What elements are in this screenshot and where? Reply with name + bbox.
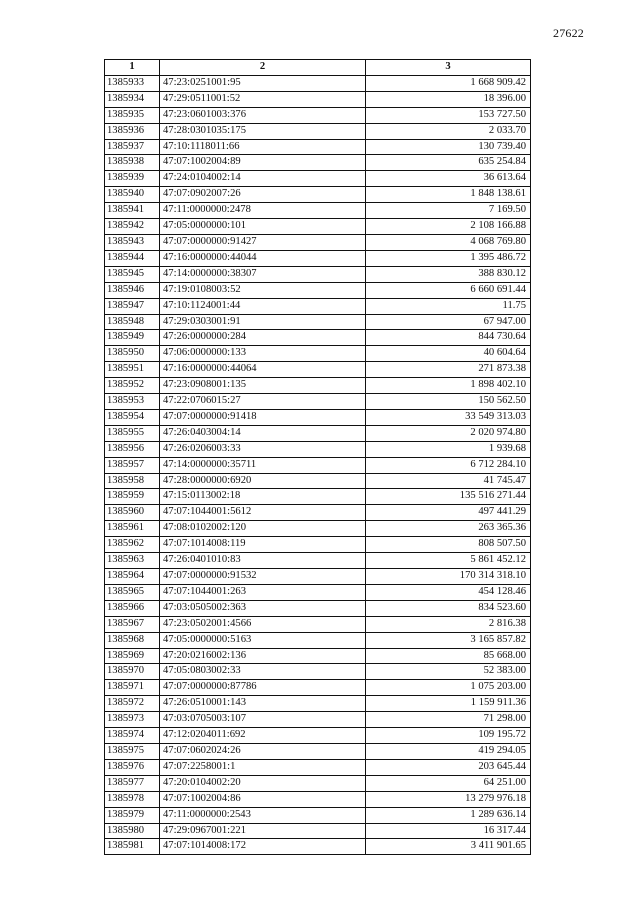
value-cell: 85 668.00 xyxy=(366,648,531,664)
table-row xyxy=(105,187,531,203)
cadastral-number-cell: 47:03:0505002:363 xyxy=(160,600,366,616)
row-number-cell: 1385937 xyxy=(105,139,160,155)
table-row xyxy=(105,107,531,123)
row-number-cell: 1385971 xyxy=(105,680,160,696)
table-row xyxy=(105,441,531,457)
table-row xyxy=(105,521,531,537)
value-cell: 419 294.05 xyxy=(366,743,531,759)
row-number-cell: 1385953 xyxy=(105,394,160,410)
table-row xyxy=(105,616,531,632)
value-cell: 263 365.36 xyxy=(366,521,531,537)
cadastral-number-cell: 47:07:0902007:26 xyxy=(160,187,366,203)
value-cell: 16 317.44 xyxy=(366,823,531,839)
cadastral-number-cell: 47:19:0108003:52 xyxy=(160,282,366,298)
table-row xyxy=(105,139,531,155)
row-number-cell: 1385945 xyxy=(105,266,160,282)
row-number-cell: 1385980 xyxy=(105,823,160,839)
value-cell: 5 861 452.12 xyxy=(366,553,531,569)
cadastral-number-cell: 47:07:0602024:26 xyxy=(160,743,366,759)
value-cell: 4 068 769.80 xyxy=(366,234,531,250)
value-cell: 1 848 138.61 xyxy=(366,187,531,203)
value-cell: 130 739.40 xyxy=(366,139,531,155)
row-number-cell: 1385956 xyxy=(105,441,160,457)
table-row xyxy=(105,759,531,775)
cadastral-number-cell: 47:07:1002004:86 xyxy=(160,791,366,807)
cadastral-number-cell: 47:07:1044001:5612 xyxy=(160,505,366,521)
table-row xyxy=(105,505,531,521)
row-number-cell: 1385970 xyxy=(105,664,160,680)
value-cell: 33 549 313.03 xyxy=(366,409,531,425)
table-row xyxy=(105,234,531,250)
cadastral-number-cell: 47:26:0206003:33 xyxy=(160,441,366,457)
value-cell: 3 165 857.82 xyxy=(366,632,531,648)
value-cell: 834 523.60 xyxy=(366,600,531,616)
row-number-cell: 1385946 xyxy=(105,282,160,298)
row-number-cell: 1385944 xyxy=(105,250,160,266)
cadastral-number-cell: 47:28:0000000:6920 xyxy=(160,473,366,489)
value-cell: 1 668 909.42 xyxy=(366,75,531,91)
row-number-cell: 1385962 xyxy=(105,537,160,553)
row-number-cell: 1385958 xyxy=(105,473,160,489)
cadastral-number-cell: 47:05:0000000:101 xyxy=(160,219,366,235)
cadastral-number-cell: 47:26:0403004:14 xyxy=(160,425,366,441)
page-number: 27622 xyxy=(553,26,584,40)
row-number-cell: 1385961 xyxy=(105,521,160,537)
value-cell: 18 396.00 xyxy=(366,91,531,107)
value-cell: 2 033.70 xyxy=(366,123,531,139)
table-body xyxy=(105,75,531,854)
row-number-cell: 1385967 xyxy=(105,616,160,632)
row-number-cell: 1385940 xyxy=(105,187,160,203)
cadastral-number-cell: 47:14:0000000:38307 xyxy=(160,266,366,282)
column-header-2: 2 xyxy=(160,60,366,76)
table-row xyxy=(105,807,531,823)
value-cell: 808 507.50 xyxy=(366,537,531,553)
value-cell: 6 660 691.44 xyxy=(366,282,531,298)
table-row xyxy=(105,425,531,441)
table-row xyxy=(105,680,531,696)
cadastral-number-cell: 47:07:0000000:87786 xyxy=(160,680,366,696)
cadastral-number-cell: 47:16:0000000:44064 xyxy=(160,362,366,378)
table-row xyxy=(105,648,531,664)
table-row xyxy=(105,712,531,728)
table-row xyxy=(105,203,531,219)
cadastral-number-cell: 47:07:1002004:89 xyxy=(160,155,366,171)
table-header-row xyxy=(105,60,531,76)
cadastral-number-cell: 47:23:0908001:135 xyxy=(160,378,366,394)
value-cell: 844 730.64 xyxy=(366,330,531,346)
row-number-cell: 1385972 xyxy=(105,696,160,712)
row-number-cell: 1385957 xyxy=(105,457,160,473)
row-number-cell: 1385949 xyxy=(105,330,160,346)
value-cell: 71 298.00 xyxy=(366,712,531,728)
row-number-cell: 1385976 xyxy=(105,759,160,775)
cadastral-number-cell: 47:12:0204011:692 xyxy=(160,728,366,744)
value-cell: 1 159 911.36 xyxy=(366,696,531,712)
table-row xyxy=(105,664,531,680)
row-number-cell: 1385954 xyxy=(105,409,160,425)
table-row xyxy=(105,823,531,839)
value-cell: 13 279 976.18 xyxy=(366,791,531,807)
cadastral-number-cell: 47:10:1118011:66 xyxy=(160,139,366,155)
table-row xyxy=(105,569,531,585)
table-row xyxy=(105,489,531,505)
cadastral-number-cell: 47:28:0301035:175 xyxy=(160,123,366,139)
cadastral-number-cell: 47:10:1124001:44 xyxy=(160,298,366,314)
table-row xyxy=(105,266,531,282)
cadastral-number-cell: 47:23:0601003:376 xyxy=(160,107,366,123)
table-row xyxy=(105,75,531,91)
value-cell: 454 128.46 xyxy=(366,584,531,600)
table-row xyxy=(105,91,531,107)
row-number-cell: 1385975 xyxy=(105,743,160,759)
value-cell: 1 898 402.10 xyxy=(366,378,531,394)
cadastral-number-cell: 47:07:0000000:91427 xyxy=(160,234,366,250)
value-cell: 271 873.38 xyxy=(366,362,531,378)
value-cell: 388 830.12 xyxy=(366,266,531,282)
cadastral-number-cell: 47:26:0000000:284 xyxy=(160,330,366,346)
value-cell: 1 939.68 xyxy=(366,441,531,457)
table-row xyxy=(105,346,531,362)
table-row xyxy=(105,171,531,187)
table-row xyxy=(105,457,531,473)
row-number-cell: 1385950 xyxy=(105,346,160,362)
table-row xyxy=(105,314,531,330)
cadastral-number-cell: 47:06:0000000:133 xyxy=(160,346,366,362)
column-header-3: 3 xyxy=(366,60,531,76)
cadastral-number-cell: 47:11:0000000:2478 xyxy=(160,203,366,219)
row-number-cell: 1385941 xyxy=(105,203,160,219)
row-number-cell: 1385974 xyxy=(105,728,160,744)
table-row xyxy=(105,839,531,855)
row-number-cell: 1385951 xyxy=(105,362,160,378)
cadastral-number-cell: 47:29:0511001:52 xyxy=(160,91,366,107)
cadastral-number-cell: 47:08:0102002:120 xyxy=(160,521,366,537)
table-row xyxy=(105,155,531,171)
row-number-cell: 1385948 xyxy=(105,314,160,330)
table-row xyxy=(105,330,531,346)
table-row xyxy=(105,600,531,616)
table-row xyxy=(105,775,531,791)
row-number-cell: 1385969 xyxy=(105,648,160,664)
cadastral-number-cell: 47:23:0502001:4566 xyxy=(160,616,366,632)
row-number-cell: 1385942 xyxy=(105,219,160,235)
value-cell: 7 169.50 xyxy=(366,203,531,219)
value-cell: 6 712 284.10 xyxy=(366,457,531,473)
cadastral-number-cell: 47:07:0000000:91532 xyxy=(160,569,366,585)
table-row xyxy=(105,696,531,712)
column-header-1: 1 xyxy=(105,60,160,76)
table-row xyxy=(105,282,531,298)
table-row xyxy=(105,632,531,648)
row-number-cell: 1385968 xyxy=(105,632,160,648)
cadastral-number-cell: 47:11:0000000:2543 xyxy=(160,807,366,823)
table-row xyxy=(105,553,531,569)
row-number-cell: 1385973 xyxy=(105,712,160,728)
cadastral-number-cell: 47:29:0967001:221 xyxy=(160,823,366,839)
cadastral-number-cell: 47:24:0104002:14 xyxy=(160,171,366,187)
row-number-cell: 1385965 xyxy=(105,584,160,600)
row-number-cell: 1385952 xyxy=(105,378,160,394)
value-cell: 170 314 318.10 xyxy=(366,569,531,585)
cadastral-number-cell: 47:16:0000000:44044 xyxy=(160,250,366,266)
cadastral-number-cell: 47:05:0000000:5163 xyxy=(160,632,366,648)
value-cell: 3 411 901.65 xyxy=(366,839,531,855)
value-cell: 36 613.64 xyxy=(366,171,531,187)
row-number-cell: 1385955 xyxy=(105,425,160,441)
row-number-cell: 1385934 xyxy=(105,91,160,107)
row-number-cell: 1385966 xyxy=(105,600,160,616)
value-cell: 2 108 166.88 xyxy=(366,219,531,235)
table-row xyxy=(105,250,531,266)
value-cell: 52 383.00 xyxy=(366,664,531,680)
value-cell: 40 604.64 xyxy=(366,346,531,362)
value-cell: 1 395 486.72 xyxy=(366,250,531,266)
value-cell: 635 254.84 xyxy=(366,155,531,171)
cadastral-number-cell: 47:07:1014008:172 xyxy=(160,839,366,855)
cadastral-number-cell: 47:22:0706015:27 xyxy=(160,394,366,410)
value-cell: 150 562.50 xyxy=(366,394,531,410)
row-number-cell: 1385935 xyxy=(105,107,160,123)
value-cell: 67 947.00 xyxy=(366,314,531,330)
row-number-cell: 1385963 xyxy=(105,553,160,569)
row-number-cell: 1385947 xyxy=(105,298,160,314)
cadastral-number-cell: 47:07:0000000:91418 xyxy=(160,409,366,425)
table-row xyxy=(105,123,531,139)
value-cell: 109 195.72 xyxy=(366,728,531,744)
value-cell: 11.75 xyxy=(366,298,531,314)
row-number-cell: 1385977 xyxy=(105,775,160,791)
value-cell: 41 745.47 xyxy=(366,473,531,489)
row-number-cell: 1385933 xyxy=(105,75,160,91)
data-table xyxy=(104,59,531,855)
cadastral-number-cell: 47:05:0803002:33 xyxy=(160,664,366,680)
row-number-cell: 1385936 xyxy=(105,123,160,139)
table-row xyxy=(105,378,531,394)
value-cell: 497 441.29 xyxy=(366,505,531,521)
cadastral-number-cell: 47:07:1014008:119 xyxy=(160,537,366,553)
cadastral-number-cell: 47:20:0104002:20 xyxy=(160,775,366,791)
value-cell: 203 645.44 xyxy=(366,759,531,775)
row-number-cell: 1385939 xyxy=(105,171,160,187)
cadastral-number-cell: 47:15:0113002:18 xyxy=(160,489,366,505)
row-number-cell: 1385960 xyxy=(105,505,160,521)
cadastral-number-cell: 47:29:0303001:91 xyxy=(160,314,366,330)
value-cell: 2 020 974.80 xyxy=(366,425,531,441)
cadastral-number-cell: 47:26:0510001:143 xyxy=(160,696,366,712)
cadastral-number-cell: 47:23:0251001:95 xyxy=(160,75,366,91)
cadastral-number-cell: 47:07:2258001:1 xyxy=(160,759,366,775)
table-row xyxy=(105,298,531,314)
row-number-cell: 1385981 xyxy=(105,839,160,855)
table-row xyxy=(105,791,531,807)
table-row xyxy=(105,362,531,378)
row-number-cell: 1385964 xyxy=(105,569,160,585)
cadastral-number-cell: 47:03:0705003:107 xyxy=(160,712,366,728)
row-number-cell: 1385938 xyxy=(105,155,160,171)
cadastral-number-cell: 47:20:0216002:136 xyxy=(160,648,366,664)
value-cell: 153 727.50 xyxy=(366,107,531,123)
table-row xyxy=(105,473,531,489)
row-number-cell: 1385978 xyxy=(105,791,160,807)
row-number-cell: 1385959 xyxy=(105,489,160,505)
table-row xyxy=(105,584,531,600)
value-cell: 1 075 203.00 xyxy=(366,680,531,696)
table-row xyxy=(105,537,531,553)
value-cell: 1 289 636.14 xyxy=(366,807,531,823)
value-cell: 64 251.00 xyxy=(366,775,531,791)
value-cell: 2 816.38 xyxy=(366,616,531,632)
table-row xyxy=(105,409,531,425)
cadastral-number-cell: 47:14:0000000:35711 xyxy=(160,457,366,473)
value-cell: 135 516 271.44 xyxy=(366,489,531,505)
table-row xyxy=(105,394,531,410)
cadastral-number-cell: 47:26:0401010:83 xyxy=(160,553,366,569)
table-row xyxy=(105,743,531,759)
cadastral-number-cell: 47:07:1044001:263 xyxy=(160,584,366,600)
table-row xyxy=(105,219,531,235)
row-number-cell: 1385943 xyxy=(105,234,160,250)
table-row xyxy=(105,728,531,744)
row-number-cell: 1385979 xyxy=(105,807,160,823)
